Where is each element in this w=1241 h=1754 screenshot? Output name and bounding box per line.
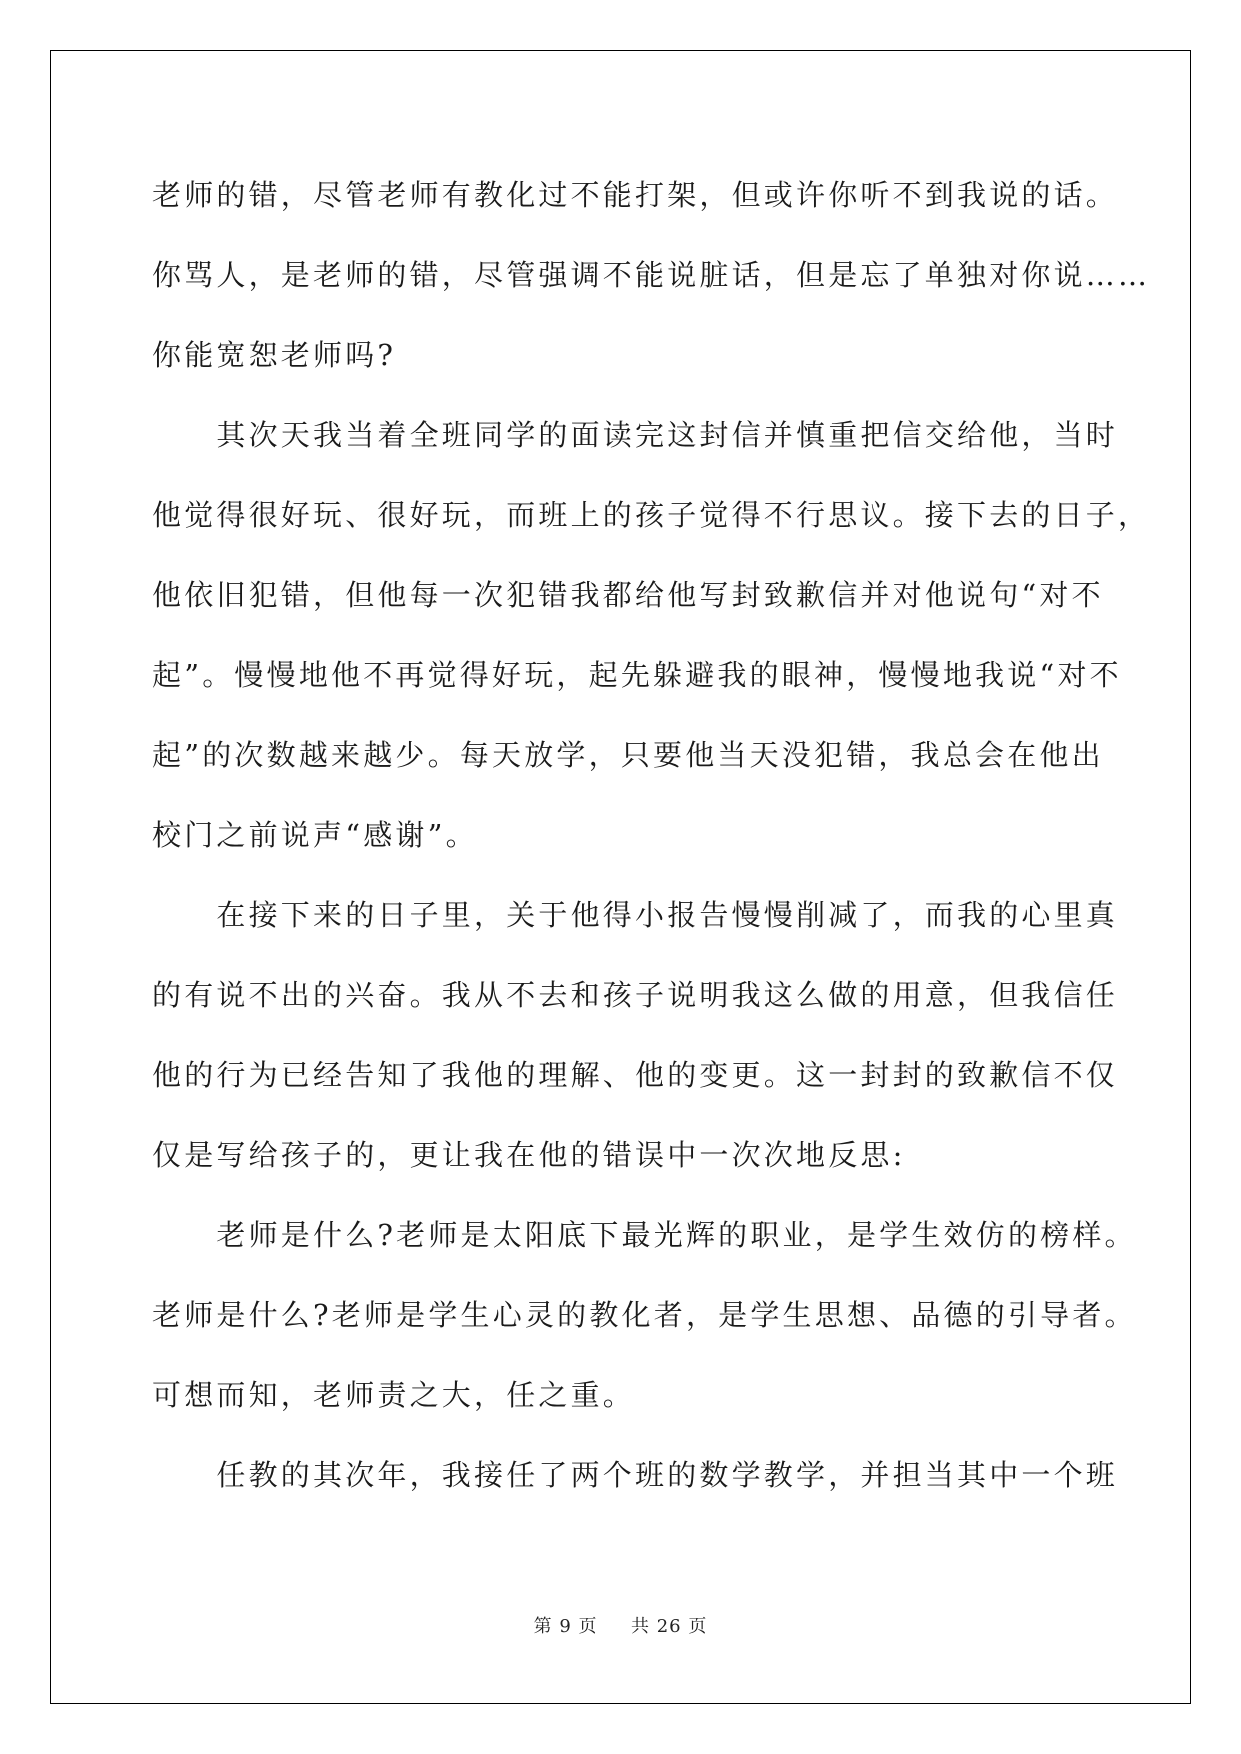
text-line: 的有说不出的兴奋。我从不去和孩子说明我这么做的用意，但我信任	[152, 978, 1119, 1012]
text-line: 可想而知，老师责之大，任之重。	[152, 1378, 636, 1412]
text-line: 老师是什么?老师是太阳底下最光辉的职业，是学生效仿的榜样。	[152, 1218, 1137, 1252]
page-total: 共 26 页	[631, 1616, 708, 1637]
text-line: 老师的错，尽管老师有教化过不能打架，但或许你听不到我说的话。	[152, 178, 1119, 212]
document-body	[152, 155, 1151, 1515]
page-number: 第 9 页	[533, 1616, 598, 1637]
text-line: 仅是写给孩子的，更让我在他的错误中一次次地反思:	[152, 1138, 906, 1172]
text-line: 其次天我当着全班同学的面读完这封信并慎重把信交给他，当时	[152, 418, 1119, 452]
text-line: 校门之前说声“感谢”。	[152, 818, 478, 852]
text-line: 他觉得很好玩、很好玩，而班上的孩子觉得不行思议。接下去的日子，	[152, 498, 1151, 532]
text-line: 老师是什么?老师是学生心灵的教化者，是学生思想、品德的引导者。	[152, 1298, 1137, 1332]
page-footer	[0, 1612, 1241, 1638]
text-line: 在接下来的日子里，关于他得小报告慢慢削减了，而我的心里真	[152, 898, 1119, 932]
text-line: 他的行为已经告知了我他的理解、他的变更。这一封封的致歉信不仅	[152, 1058, 1119, 1092]
text-line: 起”。慢慢地他不再觉得好玩，起先躲避我的眼神，慢慢地我说“对不	[152, 658, 1122, 692]
text-line: 起”的次数越来越少。每天放学，只要他当天没犯错，我总会在他出	[152, 738, 1104, 772]
text-line: 你能宽恕老师吗?	[152, 338, 397, 372]
text-line: 任教的其次年，我接任了两个班的数学教学，并担当其中一个班	[152, 1458, 1119, 1492]
text-line: 他依旧犯错，但他每一次犯错我都给他写封致歉信并对他说句“对不	[152, 578, 1104, 612]
text-line: 你骂人，是老师的错，尽管强调不能说脏话，但是忘了单独对你说……	[152, 258, 1151, 292]
